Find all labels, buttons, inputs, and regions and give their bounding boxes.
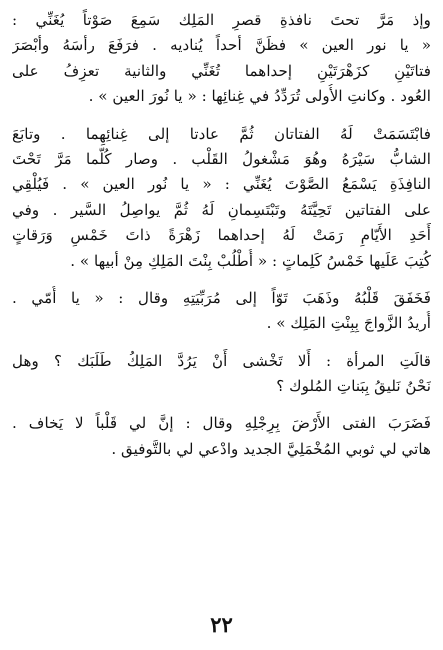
- text-line: نَحْنُ نَليقُ بِبَناتِ المُلوك ؟: [276, 377, 431, 396]
- text-line: كُتِبَ عَلَيها خَمْسُ كَلِماتٍ : « أُطْلُبْ بِنْتَ المَلِكِ مِنْ أبيها » .: [70, 251, 431, 270]
- text-line: قالَتِ المرأة : أَلا تَخْشى أَنْ يَرُدَّ المَلِكُ طَلَبَك ؟ وهل: [12, 351, 431, 370]
- paragraph-gap: [12, 110, 431, 122]
- paragraph-gap: [12, 337, 431, 349]
- text-line: وإذ مَرَّ تحتَ نافذةِ قصرِ المَلِك سَمِعَ صَوْتاً يُغَنِّي :: [12, 11, 431, 29]
- text-line: النافِذَةِ يَسْمَعُ الصَّوْتَ يُغَنِّي : « يا نُور العين » . فَيُلْقِي: [12, 175, 431, 194]
- page-number: ٢٢: [210, 612, 233, 637]
- text-line: فَخَفَقَ قَلْبُهُ وذَهَبَ تَوّاً إلى مُرَبِّيَتِهِ وقال : « يا أُمّي .: [12, 288, 431, 307]
- text-line: الشابُّ سَيْرَهُ وهُوَ مَشْغولُ القَلْب . وصار كُلَّما مَرَّ تَحْتَ: [12, 149, 431, 168]
- paragraph-5: [12, 411, 431, 462]
- text-line: هاتي لي ثوبي المُخْمَلِيَّ الجديد وادْعي لي بالتَّوفيق .: [111, 439, 431, 458]
- paragraph-2: [12, 122, 431, 274]
- text-line: « يا نور العين » فظَنَّ أحداً يُناديه . فرَفَعَ رأسَهُ وأبْصَرَ: [12, 36, 431, 55]
- text-line: فابْتَسَمَتْ لَهُ الفتاتان ثُمَّ عادتا إلى غِنائِهِما . وتابَعَ: [12, 124, 431, 143]
- text-line: فَضَرَبَ الفتى الأَرْضَ بِرِجْلِهِ وقال : إنَّ لي قَلْباً لا يَخاف .: [12, 414, 431, 433]
- paragraph-gap: [12, 399, 431, 411]
- text-line: فتاتَيْنِ كزَهْرَتَيْنِ إحداهما تُغَنِّي والثانية تعزِفُ على: [12, 61, 431, 80]
- paragraph-3: [12, 286, 431, 337]
- text-line: على الفتاتين تَحِيَّتَهُ وتَبْتَسِمانِ لَهُ ثُمَّ يواصِلُ السَّير . وفي: [12, 200, 431, 219]
- text-line: العُود . وكانتِ الأُولى تُرَدِّدُ في غِنائِها : « يا نُورَ العين » .: [88, 87, 431, 106]
- paragraph-1: [12, 8, 431, 110]
- text-line: أَحَدِ الأَيّامِ رَمَتْ لَهُ إحداهما زَهْرَةً ذاتَ خَمْسِ وَرَقاتٍ: [12, 226, 431, 245]
- paragraph-4: [12, 349, 431, 400]
- text-line: أُريدُ الزَّواجَ بِبِنْتِ المَلِك » .: [266, 314, 431, 333]
- paragraph-gap: [12, 274, 431, 286]
